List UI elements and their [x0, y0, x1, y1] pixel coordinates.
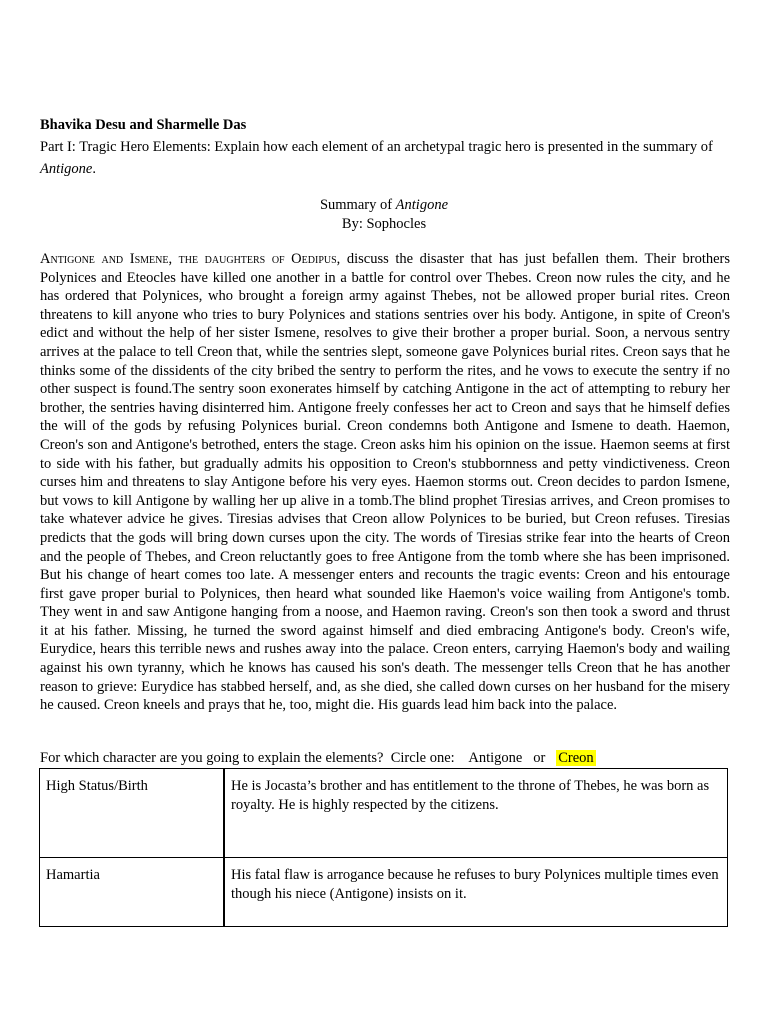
- summary-byline: By: Sophocles: [341, 216, 427, 232]
- character-question: [40, 750, 596, 767]
- summary-lead: Antigone and Ismene, the daughters of Oedipus,: [40, 251, 341, 267]
- table-row: [40, 769, 728, 858]
- prompt-end: .: [92, 161, 96, 177]
- tragic-hero-table: [39, 768, 728, 927]
- summary-body: [40, 250, 730, 715]
- prompt-title-italic: Antigone: [40, 161, 93, 177]
- element-explanation-cell: His fatal flaw is arrogance because he refuses to bury Polynices multiple times even though his niece (Antigone) insists on it.: [224, 858, 728, 927]
- assignment-prompt: [40, 136, 730, 180]
- authors-line: Bhavika Desu and Sharmelle Das: [40, 117, 247, 133]
- selected-character-highlight: Creon: [558, 750, 594, 766]
- element-name-cell: Hamartia: [40, 858, 225, 927]
- question-text: For which character are you going to explain the elements? Circle one: Antigone or: [40, 750, 557, 766]
- summary-title: [0, 197, 768, 214]
- element-explanation-cell: He is Jocasta’s brother and has entitlement to the throne of Thebes, he was born as royalty. He is highly respected by the citizens.: [224, 769, 728, 858]
- summary-text: discuss the disaster that has just befallen them. Their brothers Polynices and Eteocles have killed one another in a battle for control over Thebes. Creon now rules the city, and he has ordered that Polynices, who brought a foreign army against Thebes, not be allowed proper burial rites. Creon threatens to kill anyone who tries to bury Polynices and stations sentries over his body. Antigone, in spite of Creon's edict and without the help of her sister Ismene, resolves to give their brother a proper burial. Soon, a nervous sentry arrives at the palace to tell Creon that, while the sentries slept, someone gave Polynices burial rites. Creon says that he thinks some of the dissidents of the city bribed the sentry to perform the rites, and he vows to execute the sentry if no other suspect is found.The sentry soon exonerates himself by catching Antigone in the act of attempting to rebury her brother, the sentries having disinterred him. Antigone freely confesses her act to Creon and says that he himself defies the will of the gods by refusing Polynices burial. Creon condemns both Antigone and Ismene to death. Haemon, Creon's son and Antigone's betrothed, enters the stage. Creon asks him his opinion on the issue. Haemon seems at first to side with his father, but gradually admits his opposition to Creon's stubbornness and petty vindictiveness. Creon curses him and threatens to slay Antigone before his very eyes. Haemon storms out. Creon decides to pardon Ismene, but vows to kill Antigone by walling her up alive in a tomb.The blind prophet Tiresias arrives, and Creon promises to take whatever advice he gives. Tiresias advises that Creon allow Polynices to be buried, but Creon refuses. Tiresias predicts that the gods will bring down curses upon the city. The words of Tiresias strike fear into the hearts of Creon and the people of Thebes, and Creon reluctantly goes to free Antigone from the tomb where she has been imprisoned. But his change of heart comes too late. A messenger enters and recounts the tragic events: Creon and his entourage first gave proper burial to Polynices, then heard what sounded like Haemon's voice wailing from Antigone's tomb. They went in and saw Antigone hanging from a noose, and Haemon raving. Creon's son then took a sword and thrust it at his father. Missing, he turned the sword against himself and died embracing Antigone's body. Creon's wife, Eurydice, hears this terrible news and rushes away into the palace. Creon enters, carrying Haemon's body and wailing against his own tyranny, which he knows has caused his son's death. The messenger tells Creon that he has another reason to grieve: Eurydice has stabbed herself, and, as she died, she called down curses on her husband for the misery he caused. Creon kneels and prays that he, too, might die. His guards lead him back into the palace.: [40, 251, 731, 714]
- table-row: [40, 858, 728, 927]
- summary-title-prefix: Summary of: [319, 197, 396, 213]
- summary-title-italic: Antigone: [395, 197, 449, 213]
- prompt-text: Part I: Tragic Hero Elements: Explain how each element of an archetypal tragic hero is presented in the summary of: [40, 139, 713, 155]
- element-name-cell: High Status/Birth: [40, 769, 225, 858]
